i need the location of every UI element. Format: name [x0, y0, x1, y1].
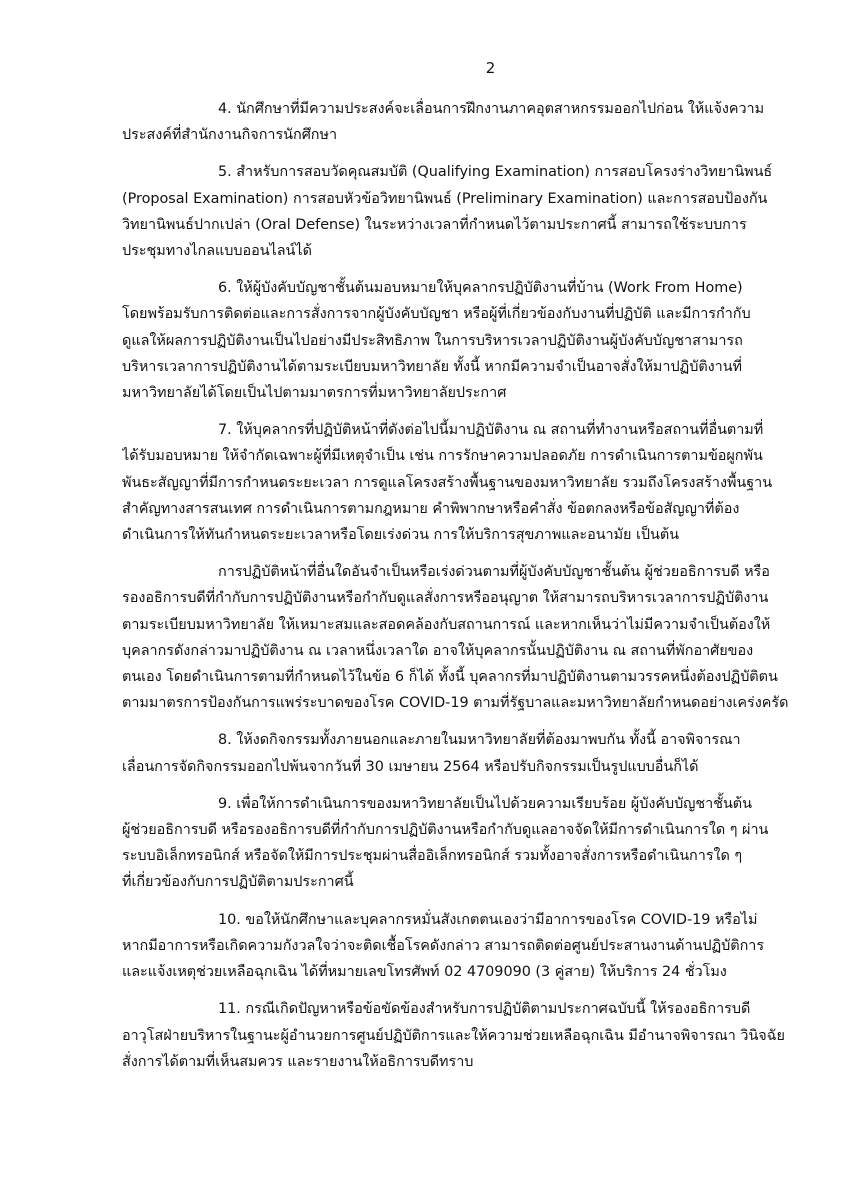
document-body: [122, 96, 819, 1075]
text-line: ดำเนินการให้ทันกำหนดระยะเวลาหรือโดยเร่งด่วน การให้บริการสุขภาพและอนามัย เป็นต้น: [122, 527, 679, 544]
paragraph-7: [122, 791, 819, 896]
text-line: ประสงค์ที่สำนักงานกิจการนักศึกษา: [122, 127, 338, 144]
text-line: 5. สำหรับการสอบวัดคุณสมบัติ (Qualifying Examination) การสอบโครงร่างวิทยานิพนธ์: [218, 164, 773, 181]
paragraph-5: [122, 559, 819, 716]
text-line: ตามระเบียบมหาวิทยาลัย ให้เหมาะสมและสอดคล้องกับสถานการณ์ และหากเห็นว่าไม่มีความจำเป็นต้องให้: [122, 616, 771, 633]
text-line: และแจ้งเหตุช่วยเหลือฉุกเฉิน ได้ที่หมายเลขโทรศัพท์ 02 4709090 (3 คู่สาย) ให้บริการ 24 ชั่วโมง: [122, 964, 727, 981]
text-line: 6. ให้ผู้บังคับบัญชาชั้นต้นมอบหมายให้บุคลากรปฏิบัติงานที่บ้าน (Work From Home): [218, 280, 743, 297]
text-line: สั่งการได้ตามที่เห็นสมควร และรายงานให้อธิการบดีทราบ: [122, 1053, 474, 1070]
page-number: 2: [485, 59, 496, 77]
text-line: ตามมาตรการป้องกันการแพร่ระบาดของโรค COVID-19 ตามที่รัฐบาลและมหาวิทยาลัยกำหนดอย่างเคร่งครัด: [122, 695, 789, 712]
text-line: ที่เกี่ยวข้องกับการปฏิบัติตามประกาศนี้: [122, 874, 354, 891]
paragraph-1: [122, 96, 819, 148]
text-line: (Proposal Examination) การสอบหัวข้อวิทยานิพนธ์ (Preliminary Examination) และการสอบป้องกัน: [122, 190, 768, 207]
text-line: 9. เพื่อให้การดำเนินการของมหาวิทยาลัยเป็นไปด้วยความเรียบร้อย ผู้บังคับบัญชาชั้นต้น: [218, 795, 752, 812]
paragraph-3: [122, 275, 819, 406]
text-line: ผู้ช่วยอธิการบดี หรือรองอธิการบดีที่กำกับการปฏิบัติงานหรือกำกับดูแลอาจจัดให้มีการดำเนินการใด ๆ ผ่าน: [122, 822, 769, 839]
paragraph-9: [122, 996, 819, 1075]
text-line: รองอธิการบดีที่กำกับการปฏิบัติงานหรือกำกับดูแลสั่งการหรืออนุญาต ให้สามารถบริหารเวลาการปฏิบัติงาน: [122, 590, 769, 607]
text-line: 10. ขอให้นักศึกษาและบุคลากรหมั่นสังเกตตนเองว่ามีอาการของโรค COVID-19 หรือไม่: [218, 911, 758, 928]
text-line: ดูแลให้ผลการปฏิบัติงานเป็นไปอย่างมีประสิทธิภาพ ในการบริหารเวลาปฏิบัติงานผู้บังคับบัญชาสามารถ: [122, 332, 743, 349]
text-line: 4. นักศึกษาที่มีความประสงค์จะเลื่อนการฝึกงานภาคอุตสาหกรรมออกไปก่อน ให้แจ้งความ: [218, 101, 765, 117]
text-line: 11. กรณีเกิดปัญหาหรือข้อขัดข้องสำหรับการปฏิบัติตามประกาศฉบับนี้ ให้รองอธิการบดี: [218, 1001, 751, 1018]
text-line: 7. ให้บุคลากรที่ปฏิบัติหน้าที่ดังต่อไปนี้มาปฏิบัติงาน ณ สถานที่ทำงานหรือสถานที่อื่นตามที่: [218, 422, 764, 439]
text-line: โดยพร้อมรับการติดต่อและการสั่งการจากผู้บังคับบัญชา หรือผู้ที่เกี่ยวข้องกับงานที่ปฏิบัติ และมีการกำกับ: [122, 306, 751, 323]
paragraph-8: [122, 907, 819, 986]
paragraph-6: [122, 727, 819, 779]
text-line: หากมีอาการหรือเกิดความกังวลใจว่าจะติดเชื้อโรคดังกล่าว สามารถติดต่อศูนย์ประสานงานด้านปฏิบัติการ: [122, 937, 765, 954]
text-line: อาวุโสฝ่ายบริหารในฐานะผู้อำนวยการศูนย์ปฏิบัติการและให้ความช่วยเหลือฉุกเฉิน มีอำนาจพิจารณา วินิจฉัย: [122, 1027, 785, 1044]
text-line: วิทยานิพนธ์ปากเปล่า (Oral Defense) ในระหว่างเวลาที่กำหนดไว้ตามประกาศนี้ สามารถใช้ระบบการ: [122, 216, 747, 233]
text-line: บริหารเวลาการปฏิบัติงานได้ตามระเบียบมหาวิทยาลัย ทั้งนี้ หากมีความจำเป็นอาจสั่งให้มาปฏิบัติงานที่: [122, 358, 742, 375]
text-line: ระบบอิเล็กทรอนิกส์ หรือจัดให้มีการประชุมผ่านสื่ออิเล็กทรอนิกส์ รวมทั้งอาจสั่งการหรือดำเนินการใด ๆ: [122, 848, 743, 865]
text-line: ตนเอง โดยดำเนินการตามที่กำหนดไว้ในข้อ 6 ก็ได้ ทั้งนี้ บุคลากรที่มาปฏิบัติงานตามวรรคหนึ่งต้องปฏิบัติตน: [122, 669, 778, 686]
text-line: สำคัญทางสารสนเทศ การดำเนินการตามกฎหมาย คำพิพากษาหรือคำสั่ง ข้อตกลงหรือข้อสัญญาที่ต้อง: [122, 500, 740, 517]
text-line: 8. ให้งดกิจกรรมทั้งภายนอกและภายในมหาวิทยาลัยที่ต้องมาพบกัน ทั้งนี้ อาจพิจารณา: [218, 732, 741, 749]
text-line: มหาวิทยาลัยได้โดยเป็นไปตามมาตรการที่มหาวิทยาลัยประกาศ: [122, 385, 507, 402]
paragraph-4: [122, 417, 819, 548]
text-line: การปฏิบัติหน้าที่อื่นใดอันจำเป็นหรือเร่งด่วนตามที่ผู้บังคับบัญชาชั้นต้น ผู้ช่วยอธิการบดี หรือ: [218, 564, 770, 581]
text-line: ประชุมทางไกลแบบออนไลน์ได้: [122, 243, 312, 260]
text-line: บุคลากรดังกล่าวมาปฏิบัติงาน ณ เวลาหนึ่งเวลาใด อาจให้บุคลากรนั้นปฏิบัติงาน ณ สถานที่พักอาศัยของ: [122, 642, 754, 659]
paragraph-2: [122, 159, 819, 264]
text-line: เลื่อนการจัดกิจกรรมออกไปพ้นจากวันที่ 30 เมษายน 2564 หรือปรับกิจกรรมเป็นรูปแบบอื่นก็ได้: [122, 758, 699, 775]
text-line: ได้รับมอบหมาย ให้จำกัดเฉพาะผู้ที่มีเหตุจำเป็น เช่น การรักษาความปลอดภัย การดำเนินการตามข้อผูกพัน: [122, 448, 763, 465]
text-line: พันธะสัญญาที่มีการกำหนดระยะเวลา การดูแลโครงสร้างพื้นฐานของมหาวิทยาลัย รวมถึงโครงสร้างพื้นฐาน: [122, 474, 773, 491]
